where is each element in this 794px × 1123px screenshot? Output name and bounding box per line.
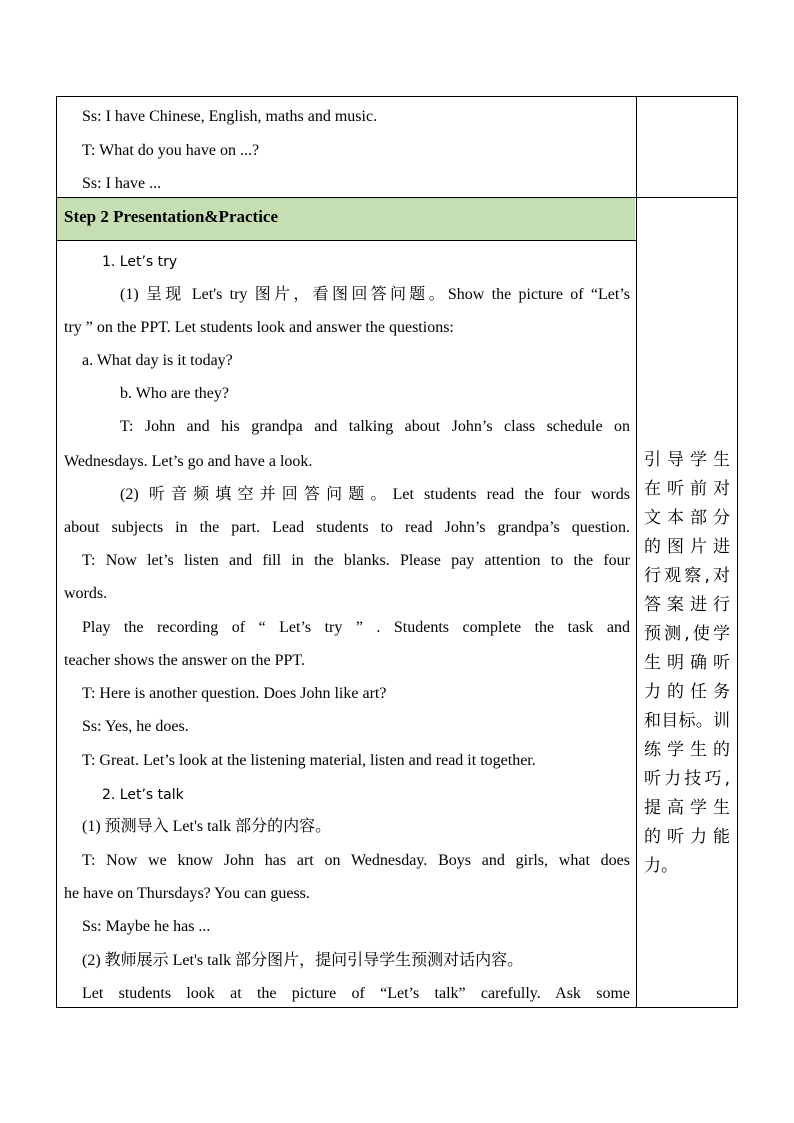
- teacher-line-3: T: Here is another question. Does John like art?: [82, 685, 387, 702]
- note-line: 的图片进: [644, 537, 730, 557]
- top-line-3: Ss: I have ...: [82, 175, 162, 192]
- teacher-line-4: T: Great. Let’s look at the listening material, listen and read it together.: [82, 752, 536, 769]
- section-heading-lets-talk: 2. Let’s talk: [102, 787, 184, 803]
- row-divider-2: [56, 240, 637, 241]
- para-1-line-1: (1) 呈现 Let's try 图片，看图回答问题。Show the picture of “Let’s: [120, 286, 630, 303]
- student-line-5: Ss: Maybe he has ...: [82, 918, 211, 935]
- para-4: (2) 教师展示 Let's talk 部分图片，提问引导学生预测对话内容。: [82, 952, 524, 969]
- question-b: b. Who are they?: [120, 385, 229, 402]
- student-line-3: Ss: Yes, he does.: [82, 718, 189, 735]
- note-line: 力的任务: [644, 682, 730, 702]
- top-line-1: Ss: I have Chinese, English, maths and music.: [82, 108, 378, 125]
- para-2-line-2: about subjects in the part. Lead students to read John’s grandpa’s question.: [64, 519, 630, 536]
- note-line: 和目标。训: [644, 711, 730, 731]
- teacher-line-2a: T: Now let’s listen and fill in the blanks. Please pay attention to the four: [82, 552, 630, 569]
- column-divider: [636, 96, 637, 1008]
- top-line-2: T: What do you have on ...?: [82, 142, 260, 159]
- note-line: 引导学生: [644, 450, 730, 470]
- note-line: 生明确听: [644, 653, 730, 673]
- lesson-plan-table: [56, 96, 738, 1008]
- note-line: 文本部分: [644, 508, 730, 528]
- note-line: 力。: [644, 856, 678, 876]
- teacher-line-2b: words.: [64, 585, 108, 602]
- last-line: Let students look at the picture of “Let’s talk” carefully. Ask some: [82, 985, 630, 1002]
- teacher-line-1b: Wednesdays. Let’s go and have a look.: [64, 453, 313, 470]
- recording-line-b: teacher shows the answer on the PPT.: [64, 652, 305, 669]
- para-3: (1) 预测导入 Let's talk 部分的内容。: [82, 818, 332, 835]
- teacher-line-5b: he have on Thursdays? You can guess.: [64, 885, 310, 902]
- question-a: a. What day is it today?: [82, 352, 233, 369]
- note-line: 预测,使学: [644, 624, 730, 644]
- note-line: 行观察,对: [644, 566, 730, 586]
- teacher-line-1a: T: John and his grandpa and talking about John’s class schedule on: [120, 418, 630, 435]
- note-line: 答案进行: [644, 595, 730, 615]
- design-note: [644, 446, 730, 881]
- note-line: 练学生的: [644, 740, 730, 760]
- para-1-line-2: try ” on the PPT. Let students look and answer the questions:: [64, 319, 454, 336]
- teacher-line-5a: T: Now we know John has art on Wednesday. Boys and girls, what does: [82, 852, 630, 869]
- para-2-line-1: (2) 听音频填空并回答问题。Let students read the four words: [120, 486, 630, 503]
- step-title: Step 2 Presentation&Practice: [64, 207, 279, 226]
- section-heading-lets-try: 1. Let’s try: [102, 254, 178, 270]
- note-line: 的听力能: [644, 827, 730, 847]
- note-line: 听力技巧,: [644, 769, 730, 789]
- recording-line-a: Play the recording of “ Let’s try ” . Students complete the task and: [82, 619, 630, 636]
- note-line: 提高学生: [644, 798, 730, 818]
- table-border-right: [737, 96, 738, 1008]
- note-line: 在听前对: [644, 479, 730, 499]
